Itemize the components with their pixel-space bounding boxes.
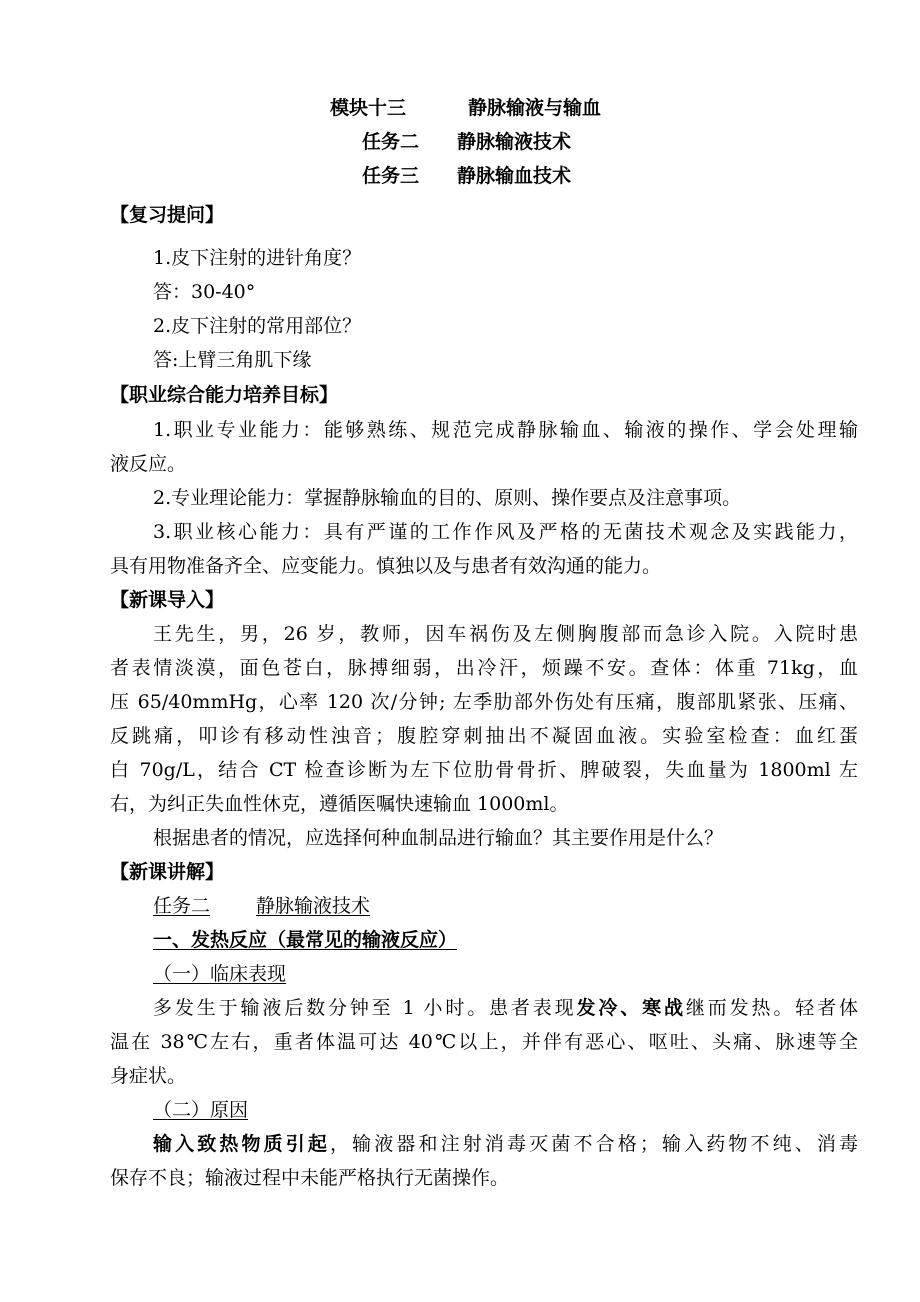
module-title	[330, 96, 730, 120]
subsection-1-text: （一）临床表现	[153, 963, 287, 985]
task2-number: 任务二	[362, 131, 420, 153]
paragraph-1-line-3: 身症状。	[110, 1065, 187, 1087]
goal-3-line-1: 3.职业核心能力：具有严谨的工作作风及严格的无菌技术观念及实践能力，	[153, 521, 858, 543]
paragraph-1-text: 多发生于输液后数分钟至 1 小时。患者表现	[153, 997, 577, 1019]
lecture-task-name: 静脉输液技术	[256, 895, 371, 917]
case-line: 白 70g/L，结合 CT 检查诊断为左下位肋骨骨折、脾破裂，失血量为 1800ml 左	[110, 759, 858, 781]
module-name: 静脉输液与输血	[468, 97, 602, 119]
case-line: 王先生，男，26 岁，教师，因车祸伤及左侧胸腹部而急诊入院。入院时患	[153, 623, 858, 645]
module-number: 模块十三	[330, 97, 407, 119]
case-line: 右，为纠正失血性休克，遵循医嘱快速输血 1000ml。	[110, 793, 569, 815]
lecture-task-title-text	[153, 895, 370, 917]
paragraph-1-text-end: 继而发热。轻者体	[685, 997, 858, 1019]
task3-title	[362, 164, 762, 188]
task2-title	[362, 130, 762, 154]
intro-heading: 【新课导入】	[110, 589, 225, 611]
task3-number: 任务三	[362, 165, 420, 187]
goal-3-line-2: 具有用物准备齐全、应变能力。慎独以及与患者有效沟通的能力。	[110, 555, 662, 577]
section-1-heading	[153, 928, 858, 952]
lecture-heading: 【新课讲解】	[110, 861, 225, 883]
paragraph-2-emphasis: 输入致热物质引起	[153, 1133, 331, 1155]
paragraph-1-line-1	[153, 996, 858, 1020]
task3-name: 静脉输血技术	[457, 165, 572, 187]
goal-1-line-2: 液反应。	[110, 453, 187, 475]
case-line: 者表情淡漠，面色苍白，脉搏细弱，出冷汗，烦躁不安。查体：体重 71kg，血	[110, 657, 858, 679]
paragraph-2-line-2: 保存不良；输液过程中未能严格执行无菌操作。	[110, 1167, 510, 1189]
paragraph-1-emphasis: 发冷、寒战	[576, 997, 686, 1019]
review-heading: 【复习提问】	[110, 204, 225, 226]
task2-name: 静脉输液技术	[457, 131, 572, 153]
paragraph-1-line-2: 温在 38℃左右，重者体温可达 40℃以上，并伴有恶心、呕吐、头痛、脉速等全	[110, 1031, 858, 1053]
review-question-2: 2.皮下注射的常用部位？	[153, 315, 362, 337]
goals-heading: 【职业综合能力培养目标】	[110, 384, 339, 406]
intro-question: 根据患者的情况，应选择何种血制品进行输血？其主要作用是什么？	[153, 827, 724, 849]
paragraph-2-text: ，输液器和注射消毒灭菌不合格；输入药物不纯、消毒	[330, 1133, 858, 1155]
case-line: 反跳痛，叩诊有移动性浊音；腹腔穿刺抽出不凝固血液。实验室检查：血红蛋	[110, 725, 858, 747]
subsection-2-heading	[153, 1098, 858, 1122]
subsection-2-text: （二）原因	[153, 1099, 249, 1121]
review-question-1: 1.皮下注射的进针角度？	[153, 247, 362, 269]
review-answer-1: 答：30-40°	[153, 281, 256, 303]
section-1-text: 一、发热反应（最常见的输液反应）	[153, 929, 458, 951]
subsection-1-heading	[153, 962, 858, 986]
goal-2: 2.专业理论能力：掌握静脉输血的目的、原则、操作要点及注意事项。	[153, 487, 742, 509]
review-answer-2: 答:上臂三角肌下缘	[153, 349, 312, 371]
goal-1-line-1: 1.职业专业能力：能够熟练、规范完成静脉输血、输液的操作、学会处理输	[153, 419, 858, 441]
paragraph-2-line-1	[153, 1132, 858, 1156]
case-line: 压 65/40mmHg，心率 120 次/分钟; 左季肋部外伤处有压痛，腹部肌紧张、压痛、	[110, 691, 858, 713]
lecture-task-number: 任务二	[153, 895, 211, 917]
lecture-task-title	[153, 894, 858, 918]
